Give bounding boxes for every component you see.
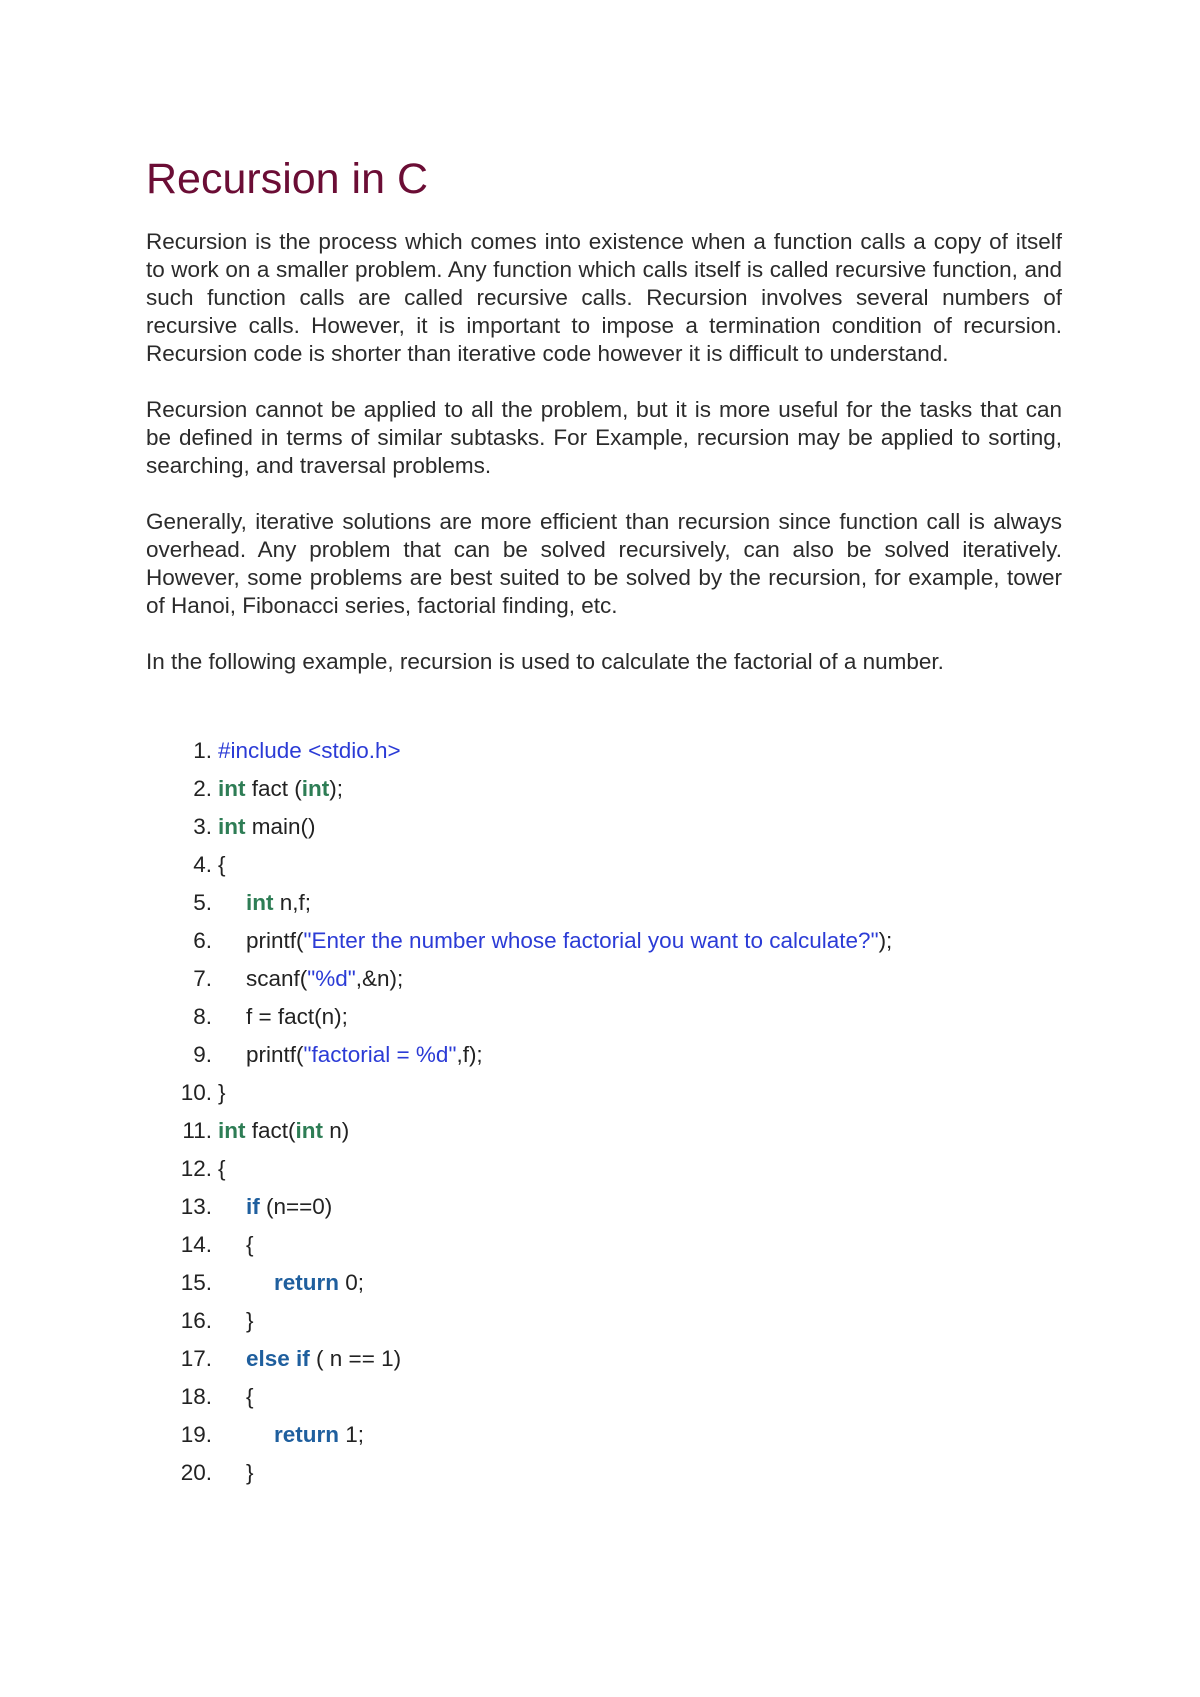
code-line [146,1340,1062,1378]
code-keyword: if [246,1194,260,1219]
code-keyword: return [274,1422,340,1447]
line-number: 14. [180,1232,212,1257]
code-token: } [218,1080,226,1105]
code-token: } [246,1460,254,1485]
line-number: 13. [180,1194,212,1219]
paragraph-applicability: Recursion cannot be applied to all the problem, but it is more useful for the tasks that can be defined in terms of similar subtasks. For Example, recursion may be applied to sorting, searching, and traversal problems. [146,397,1062,478]
code-line [146,1226,1062,1264]
code-token: printf( [246,1042,304,1067]
line-number: 16. [180,1308,212,1333]
code-text [218,770,1062,808]
code-text [218,808,1062,846]
code-line [146,1036,1062,1074]
code-text [218,1188,1062,1226]
code-keyword: else if [246,1346,310,1371]
code-token: main() [245,814,316,839]
code-line [146,1416,1062,1454]
code-line [146,732,1062,770]
code-token: fact ( [245,776,302,801]
code-line [146,1454,1062,1492]
line-number: 2. [193,776,212,801]
code-token: printf( [246,928,304,953]
code-line [146,998,1062,1036]
line-number: 6. [193,928,212,953]
code-token: ); [329,776,344,801]
code-token: { [218,852,226,877]
code-text [218,960,1062,998]
code-text [218,1416,1062,1454]
code-text [218,1302,1062,1340]
code-text [218,846,1062,884]
line-number: 10. [180,1080,212,1105]
code-line [146,1302,1062,1340]
code-line [146,808,1062,846]
line-number: 4. [193,852,212,877]
code-token: ( n == 1) [309,1346,402,1371]
code-token: } [246,1308,254,1333]
paragraph-intro: Recursion is the process which comes into existence when a function calls a copy of itself to work on a smaller problem. Any function which calls itself is called recursive function, and such function calls are called recursive calls. Recursion involves several numbers of recursive calls. However, it is important to impose a termination condition of recursion. Recursion code is shorter than iterative code however it is difficult to understand. [146,229,1062,366]
line-number: 20. [180,1460,212,1485]
code-line [146,846,1062,884]
code-keyword: int [218,1118,246,1143]
code-token: scanf( [246,966,308,991]
code-text [218,998,1062,1036]
line-number: 17. [180,1346,212,1371]
line-number: 1. [193,738,212,763]
line-number: 8. [193,1004,212,1029]
code-keyword: int [218,776,246,801]
code-text [218,1226,1062,1264]
paragraph-example-intro: In the following example, recursion is used to calculate the factorial of a number. [146,649,944,674]
code-keyword: int [301,776,330,801]
code-line [146,770,1062,808]
code-line [146,1150,1062,1188]
code-text [218,1150,1062,1188]
line-number: 9. [193,1042,212,1067]
code-text [218,1264,1062,1302]
code-token: f = fact(n); [246,1004,348,1029]
page-title: Recursion in C [146,155,428,203]
code-token: { [246,1232,254,1257]
code-token: ); [878,928,893,953]
code-keyword: int [246,890,274,915]
line-number: 3. [193,814,212,839]
code-token: 0; [339,1270,365,1295]
code-line [146,1264,1062,1302]
code-token: { [246,1384,254,1409]
code-text [218,922,1062,960]
line-number: 5. [193,890,212,915]
code-token: n,f; [273,890,312,915]
code-text [218,884,1062,922]
code-string: "Enter the number whose factorial you want to calculate?" [303,928,879,953]
code-line [146,1378,1062,1416]
code-token: (n==0) [259,1194,333,1219]
code-text [218,1112,1062,1150]
line-number: 12. [180,1156,212,1181]
code-preprocessor: #include <stdio.h> [218,738,401,763]
code-text [218,1074,1062,1112]
code-line [146,884,1062,922]
line-number: 11. [182,1118,212,1143]
code-line [146,1112,1062,1150]
code-keyword: return [274,1270,340,1295]
code-line [146,922,1062,960]
code-text [218,1454,1062,1492]
line-number: 18. [180,1384,212,1409]
line-number: 7. [193,966,212,991]
code-token: n) [323,1118,350,1143]
code-string: "factorial = %d" [303,1042,457,1067]
code-text [218,732,1062,770]
code-token: ,&n); [355,966,404,991]
code-token: { [218,1156,226,1181]
line-number: 19. [180,1422,212,1447]
code-keyword: int [295,1118,324,1143]
code-token: 1; [339,1422,365,1447]
code-text [218,1378,1062,1416]
paragraph-efficiency: Generally, iterative solutions are more efficient than recursion since function call is always overhead. Any problem that can be solved recursively, can also be solved iteratively. However, some problems are best suited to be solved by the recursion, for example, tower of Hanoi, Fibonacci series, factorial finding, etc. [146,509,1062,618]
code-listing [146,732,1062,1492]
code-text [218,1036,1062,1074]
code-line [146,1074,1062,1112]
code-token: fact( [245,1118,296,1143]
code-line [146,1188,1062,1226]
code-line [146,960,1062,998]
document-content [146,150,1062,1492]
code-string: "%d" [307,966,356,991]
line-number: 15. [180,1270,212,1295]
code-text [218,1340,1062,1378]
code-keyword: int [218,814,246,839]
code-token: ,f); [456,1042,483,1067]
